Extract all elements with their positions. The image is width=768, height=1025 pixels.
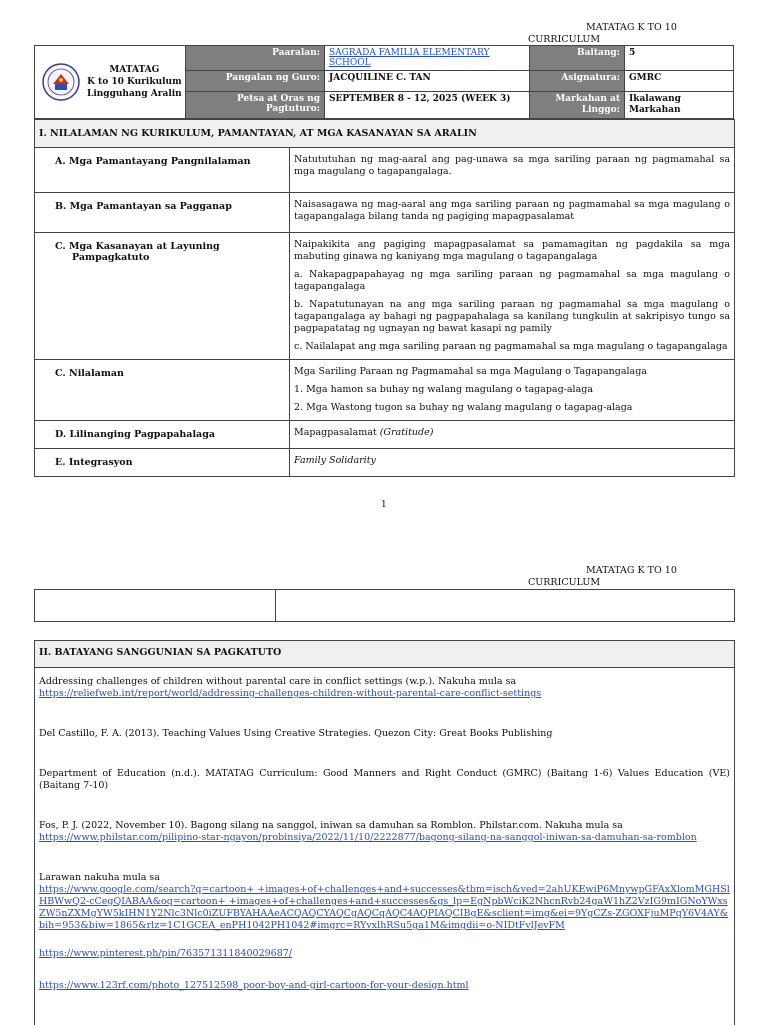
lesson-info-table	[34, 45, 734, 119]
ref-4-link[interactable]: https://www.philstar.com/pilipino-star-ngayon/probinsiya/2022/11/10/2222877/bagong-silang-na-sanggol-iniwan-sa-damuhan-sa-romblon	[39, 832, 697, 843]
baitang-label: Baitang:	[530, 46, 625, 71]
ref-1-text: Addressing challenges of children without parental care in conflict settings (w.p.). Nakuha mula sa	[39, 676, 517, 687]
title-cell	[35, 46, 186, 119]
row-c-label-2: Pampagkatuto	[72, 252, 150, 263]
ref-5-text: Larawan nakuha mula sa	[39, 872, 160, 883]
row-d-para-1: Mga Sariling Paraan ng Pagmamahal sa mga Magulang o Tagapangalaga	[294, 366, 647, 377]
markahan-label-2: Linggo:	[581, 105, 620, 115]
paaralan-link[interactable]: SAGRADA FAMILIA ELEMENTARY SCHOOL	[329, 48, 490, 68]
row-c-para-2: a. Nakapagpapahayag ng mga sariling paraan ng pagmamahal sa mga magulang o tagapangalaga	[294, 269, 730, 292]
row-d-para-3: 2. Mga Wastong tugon sa buhay ng walang magulang o tagapag-alaga	[294, 402, 633, 413]
row-c-label	[35, 233, 290, 360]
row-e-text-1: Mapagpasalamat	[294, 427, 380, 438]
markahan-value	[625, 92, 734, 119]
continuation-divider	[275, 590, 276, 621]
ref-6-link[interactable]: https://www.pinterest.ph/pin/763571311840029687/	[39, 948, 292, 959]
row-b-label: B. Mga Pamantayan sa Pagganap	[35, 193, 290, 233]
section-1-title: I. NILALAMAN NG KURIKULUM, PAMANTAYAN, AT MGA KASANAYAN SA ARALIN	[35, 120, 735, 148]
row-a-text: Natututuhan ng mag-aaral ang pag-unawa sa mga sariling paraan ng pagmamahal sa mga magulang o tagapangalaga.	[290, 148, 735, 193]
header-line-1: MATATAG K TO 10	[586, 22, 677, 33]
deped-seal-icon	[41, 62, 81, 102]
row-f-label: E. Integrasyon	[35, 449, 290, 477]
section-2-title: II. BATAYANG SANGGUNIAN SA PAGKATUTO	[35, 641, 734, 668]
row-e-label: D. Lilinanging Pagpapahalaga	[35, 421, 290, 449]
page-2-header-line-1: MATATAG K TO 10	[586, 565, 677, 576]
row-e-text-2: (Gratitude)	[379, 427, 434, 438]
paaralan-label: Paaralan:	[186, 46, 325, 71]
markahan-label	[530, 92, 625, 119]
row-d-para-2: 1. Mga hamon sa buhay ng walang magulang o tagapag-alaga	[294, 384, 593, 395]
section-1-table	[34, 119, 735, 477]
section-2-box	[34, 640, 735, 1025]
page-2-header-right	[528, 565, 728, 589]
row-d-label: C. Nilalaman	[35, 360, 290, 421]
page-number: 1	[381, 500, 387, 510]
row-b-text: Naisasagawa ng mag-aaral ang mga sariling paraan ng pagmamahal sa mga magulang o tagapangalaga bilang tanda ng pagiging mapagpasalamat	[290, 193, 735, 233]
continuation-row	[34, 589, 735, 622]
row-c-text	[290, 233, 735, 360]
asignatura-value: GMRC	[625, 71, 734, 92]
page-2-header-line-2: CURRICULUM	[528, 577, 601, 588]
title-line-1: MATATAG	[109, 65, 160, 75]
row-f-text: Family Solidarity	[290, 449, 735, 477]
baitang-value: 5	[625, 46, 734, 71]
markahan-value-1: Ikalawang	[629, 94, 681, 104]
ref-1-link[interactable]: https://reliefweb.int/report/world/addressing-challenges-children-without-parental-care-conflict-settings	[39, 688, 542, 699]
title-line-2: K to 10 Kurikulum	[87, 77, 182, 87]
ref-7-link[interactable]: https://www.123rf.com/photo_127512598_poor-boy-and-girl-cartoon-for-your-design.html	[39, 980, 469, 991]
ref-5-link[interactable]: https://www.google.com/search?q=cartoon+ +images+of+challenges+and+successes&tbm=isch&ved=2ahUKEwiP6MnywpGFAxXlomMGHSlHBWwQ2-cCegQIABAA&oq=cartoon+ +images+of+challenges+and+successes&gs_lp=EgNpbWciK2NhcnRvb24gaW1hZ2VzIG9mIGNoYWxsZW5nZXMgYW5kIHN1Y2Nlc3Nlc0iZUFBYAHAAeACQAQCYAQCgAQCqAQC4AQPIAQCIBgE&sclient=img&ei=9YgCZs-ZGOXFjuMPqY6V4AY&bih=953&biw=1865&rlz=1C1GCEA_enPH1042PH1042#imgrc=RYvxlhRSu5ga1M&imgdii=o-NIDtFvlJevFM	[39, 884, 730, 931]
title-line-3: Lingguhang Aralin	[87, 89, 182, 99]
row-e-text	[290, 421, 735, 449]
row-d-text	[290, 360, 735, 421]
ref-3-text: Department of Education (n.d.). MATATAG Curriculum: Good Manners and Right Conduct (GMRC) (Baitang 1-6) Values Education (VE) (Baitang 7-10)	[39, 768, 730, 791]
row-c-para-3: b. Napatutunayan na ang mga sariling paraan ng pagmamahal sa mga magulang o tagapangalaga ay bahagi ng pagpapahalaga sa kanilang tungkulin at sakripisyo tungo sa pagpapatatag ng ugnayan ng bawat kasapi ng pamily	[294, 299, 730, 334]
petsa-value: SEPTEMBER 8 - 12, 2025 (WEEK 3)	[325, 92, 530, 119]
references-list	[35, 668, 734, 996]
markahan-value-2: Markahan	[629, 105, 681, 115]
row-c-para-1: Naipakikita ang pagiging mapagpasalamat sa pamamagitan ng pagdakila sa mga mabuting ginawa ng kaniyang mga magulang o tagapangalaga	[294, 239, 730, 262]
markahan-label-1: Markahan at	[555, 94, 620, 104]
row-c-para-4: c. Nailalapat ang mga sariling paraan ng pagmamahal sa mga magulang o tagapangalaga	[294, 341, 728, 352]
asignatura-label: Asignatura:	[530, 71, 625, 92]
guro-value: JACQUILINE C. TAN	[325, 71, 530, 92]
row-c-label-1: C. Mga Kasanayan at Layuning	[55, 241, 220, 252]
guro-label: Pangalan ng Guro:	[186, 71, 325, 92]
ref-4-text: Fos, P. J. (2022, November 10). Bagong silang na sanggol, iniwan sa damuhan sa Romblon. Philstar.com. Nakuha mula sa	[39, 820, 623, 831]
paaralan-value	[325, 46, 530, 71]
page-header-right	[528, 22, 728, 46]
row-a-label: A. Mga Pamantayang Pangnilalaman	[35, 148, 290, 193]
petsa-label: Petsa at Oras ng Pagtuturo:	[186, 92, 325, 119]
ref-2-text: Del Castillo, F. A. (2013). Teaching Values Using Creative Strategies. Quezon City: Great Books Publishing	[39, 728, 553, 739]
header-line-2: CURRICULUM	[528, 34, 601, 45]
